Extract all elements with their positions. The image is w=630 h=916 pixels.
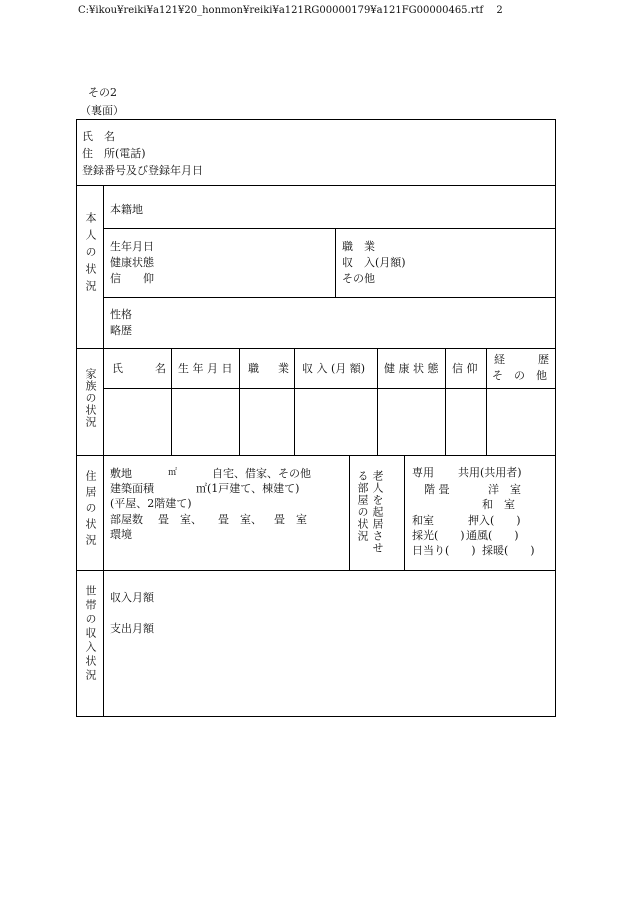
- family-col-name-2: 名: [155, 362, 166, 375]
- character-label: 性格: [110, 308, 132, 321]
- family-col-name-1: 氏: [112, 362, 123, 375]
- income-label: 収 入(月額): [342, 256, 406, 269]
- other-label: その他: [342, 272, 375, 285]
- career-label: 略歴: [110, 324, 132, 337]
- floor-area-label: 建築面積: [110, 482, 154, 495]
- rooms-label: 部屋数: [110, 513, 143, 526]
- family-col-career-2: 歴: [538, 353, 549, 366]
- heating-label: 採暖( ): [482, 544, 535, 557]
- caption-sono2: その2: [88, 86, 117, 99]
- family-status-label: 家族の状況: [84, 368, 97, 428]
- sunlight-label: 日当り( ): [412, 544, 476, 557]
- family-col-income: 収 入 (月 額): [302, 362, 366, 375]
- jroom-label: 和室: [412, 514, 434, 527]
- ownership-options: 自宅、借家、その他: [212, 467, 311, 480]
- address-label: 住 所(電話): [82, 147, 146, 160]
- ventilation-label: 通風( ): [466, 529, 519, 542]
- environment-label: 環境: [110, 528, 132, 541]
- monthly-expense-label: 支出月額: [110, 622, 154, 635]
- file-path-header: [78, 4, 503, 18]
- family-col-other: そ の 他: [492, 369, 547, 382]
- household-income-label: 世帯の収入状況: [84, 585, 97, 683]
- registration-label: 登録番号及び登録年月日: [82, 164, 203, 177]
- health-label: 健康状態: [110, 256, 154, 269]
- faith-label: 信 仰: [110, 272, 154, 285]
- job-label: 職 業: [342, 240, 375, 253]
- japanese-room-label: 和 室: [482, 498, 515, 511]
- family-col-faith: 信 仰: [452, 362, 478, 375]
- housing-status-label: 住居の状況: [84, 470, 97, 550]
- birthdate-label: 生年月日: [110, 240, 154, 253]
- family-col-health: 健 康 状 態: [384, 362, 439, 375]
- closet-label: 押入( ): [468, 514, 521, 527]
- exclusive-label: 専用: [412, 466, 434, 479]
- rooms-tatami-1: 畳 室、: [158, 513, 202, 526]
- tatami-label: 階 畳: [424, 483, 450, 496]
- site-unit: ㎡: [168, 468, 178, 478]
- domicile-label: 本籍地: [110, 203, 143, 216]
- family-col-career-1: 経: [494, 353, 505, 366]
- self-status-label: 本人の状況: [84, 212, 97, 297]
- file-path: C:¥ikou¥reiki¥a121¥20_honmon¥reiki¥a121RG00000179¥a121FG00000465.rtf: [78, 5, 484, 16]
- story-options: (平屋、2階建て): [110, 497, 192, 510]
- page-number: 2: [496, 5, 503, 16]
- lighting-label: 採光( ): [412, 529, 465, 542]
- name-label: 氏 名: [82, 130, 115, 143]
- building-type-options: ㎡(1戸建て、棟建て): [196, 482, 300, 495]
- shared-label: 共用(共用者): [458, 466, 522, 479]
- monthly-income-label: 収入月額: [110, 591, 154, 604]
- elder-room-label: 老人を起居させる部屋の状況: [356, 470, 384, 554]
- site-label: 敷地: [110, 467, 132, 480]
- caption-back: （裏面）: [80, 104, 124, 117]
- rooms-tatami-2: 畳 室、: [218, 513, 262, 526]
- family-col-birthdate: 生 年 月 日: [178, 362, 233, 375]
- rooms-tatami-3: 畳 室: [274, 513, 307, 526]
- family-col-job-1: 職: [248, 362, 259, 375]
- family-col-job-2: 業: [278, 362, 289, 375]
- western-room-label: 洋 室: [488, 483, 521, 496]
